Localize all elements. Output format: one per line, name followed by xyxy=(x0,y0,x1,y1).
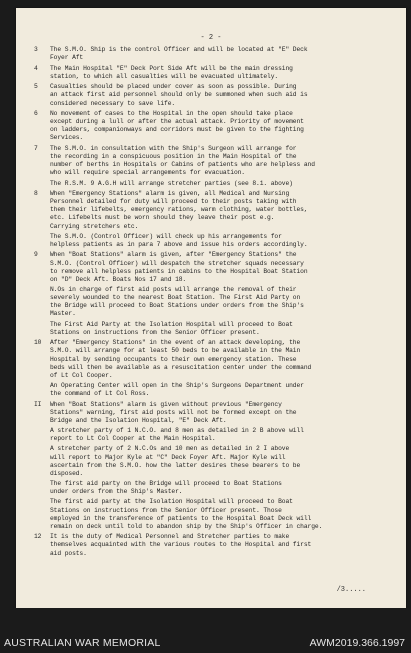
paragraph-number: 6 xyxy=(34,109,38,117)
paragraph-content xyxy=(50,46,400,62)
subparagraph-text: A stretcher party of 1 N.C.O. and 8 men as detailed in 2 B above will report to Lt Col Cooper at the Main Hospital. xyxy=(50,427,304,443)
subparagraph-text: An Operating Center will open in the Ship's Surgeons Department under the command of Lt Col Ross. xyxy=(50,382,304,398)
subparagraph-text: The R.S.M. 9 A.G.H will arrange stretcher parties (see 8.1. above) xyxy=(50,179,293,187)
page-number: - 2 - xyxy=(200,34,222,42)
subparagraph-text: The First Aid Party at the Isolation Hospital will proceed to Boat Stations on instructions from the Senior Officer present. xyxy=(50,320,293,336)
paragraph-content xyxy=(50,533,400,557)
subparagraph-text: The first aid party at the Isolation Hospital will proceed to Boat Stations on instructions from the Senior Officer present. Those employed in the transference of patients to the Hospital Boat Deck will remain on deck until told to abandon ship by the Ship's Officer in charge. xyxy=(50,498,323,530)
paragraph-content xyxy=(50,110,400,143)
paragraph-number: II xyxy=(34,400,42,408)
paragraph-number: 12 xyxy=(34,533,42,541)
subparagraph-text: The S.M.O. (Control Officer) will check up his arrangements for helpless patients as in para 7 above and issue his orders accordingly. xyxy=(50,232,308,248)
paragraph-text: After "Emergency Stations" in the event of an attack developing, the S.M.O. will arrange for at least 50 beds to be available in the Main Hospital by sending occupants to their own emergency station. These beds will then be available as a resuscitation center under the command of Lt Col Cooper. xyxy=(50,339,312,379)
paragraph-number: 4 xyxy=(34,64,38,72)
paragraph-text: When "Boat Stations" alarm is given without previous "Emergency Stations" warning, first aid posts will not be formed except on the Bridge and the Isolation Hospital, "E" Deck Aft. xyxy=(50,400,297,424)
paragraph-number: 5 xyxy=(34,83,38,91)
paragraph-1 xyxy=(34,46,400,62)
paragraph-number: 10 xyxy=(34,339,42,347)
archive-footer xyxy=(0,608,411,653)
subparagraph-text: A stretcher party of 2 N.C.Os and 10 men as detailed in 2 I above will report to Major Kyle at "C" Deck Foyer Aft. Major Kyle will ascertain from the S.M.O. how the latter desires these bearers to be disposed. xyxy=(50,445,301,477)
paragraph-text: When "Boat Stations" alarm is given, after "Emergency Stations" the S.M.O. (Control Officer) will despatch the stretcher squads necessary to remove all helpless patients in cabins to the Hospital Boat Station on "D" Deck Aft. Boats Nos 17 and 18. xyxy=(50,251,308,283)
subparagraph-text: N.Os in charge of first aid posts will arrange the removal of their severely wounded to the nearest Boat Station. The First Aid Party on the Bridge will proceed to Boat Stations under orders from the Ship's Master. xyxy=(50,286,304,318)
paragraph-text: No movement of cases to the Hospital in the open should take place except during a lull or after the actual attack. Priority of movement on ladders, companionways and corridors must be given to the fighting Services. xyxy=(50,109,304,142)
paragraph-10 xyxy=(34,533,400,557)
paragraph-text: Casualties should be placed under cover as soon as possible. During an attack first aid personnel should only be summoned when such aid is considered necessary to save life. xyxy=(50,83,308,107)
paragraph-number: 7 xyxy=(34,144,38,152)
paragraph-number: 3 xyxy=(34,46,38,53)
paragraph-number: 9 xyxy=(34,251,38,259)
paragraph-content xyxy=(50,401,400,531)
continuation-mark: /3..... xyxy=(336,586,366,594)
paragraph-9 xyxy=(34,401,400,531)
document-body xyxy=(34,46,400,560)
paragraph-content xyxy=(50,190,400,249)
paragraph-content xyxy=(50,83,400,107)
paragraph-6 xyxy=(34,190,400,249)
paragraph-2 xyxy=(34,65,400,81)
paragraph-5 xyxy=(34,145,400,188)
paragraph-text: When "Emergency Stations" alarm is given, all Medical and Nursing Personnel detailed for duty will proceed to their posts taking with them their lifebelts, emergency rations, warm clothing, water bottles, etc. Lifebelts must be worn should they leave their post e.g. Carrying stretchers etc. xyxy=(50,189,308,230)
accession-number: AWM2019.366.1997 xyxy=(309,637,405,649)
paragraph-text: The S.M.O. Ship is the control Officer and will be located at "E" Deck Foyer Aft xyxy=(50,46,308,62)
paragraph-text: The S.M.O. in consultation with the Ship's Surgeon will arrange for the recording in a conspicuous position in the Main Hospital of the number of berths in Hospitals or Cabins of patients who are helpless and who will require special arrangements for evacuation. xyxy=(50,144,315,177)
institution-name: AUSTRALIAN WAR MEMORIAL xyxy=(4,637,161,649)
document-page xyxy=(16,8,406,608)
paragraph-content xyxy=(50,339,400,398)
paragraph-content xyxy=(50,251,400,337)
paragraph-3 xyxy=(34,83,400,107)
subparagraph-text: The first aid party on the Bridge will proceed to Boat Stations under orders from the Ship's Master. xyxy=(50,480,282,496)
paragraph-content xyxy=(50,65,400,81)
paragraph-7 xyxy=(34,251,400,337)
paragraph-text: It is the duty of Medical Personnel and Stretcher parties to make themselves acquainted with the various routes to the Hospital and first aid posts. xyxy=(50,533,312,557)
paragraph-8 xyxy=(34,339,400,398)
paragraph-text: The Main Hospital "E" Deck Port Side Aft will be the main dressing station, to which all casualties will be evacuated ultimately. xyxy=(50,64,293,80)
paragraph-4 xyxy=(34,110,400,143)
paragraph-number: 8 xyxy=(34,189,38,197)
paragraph-content xyxy=(50,145,400,188)
